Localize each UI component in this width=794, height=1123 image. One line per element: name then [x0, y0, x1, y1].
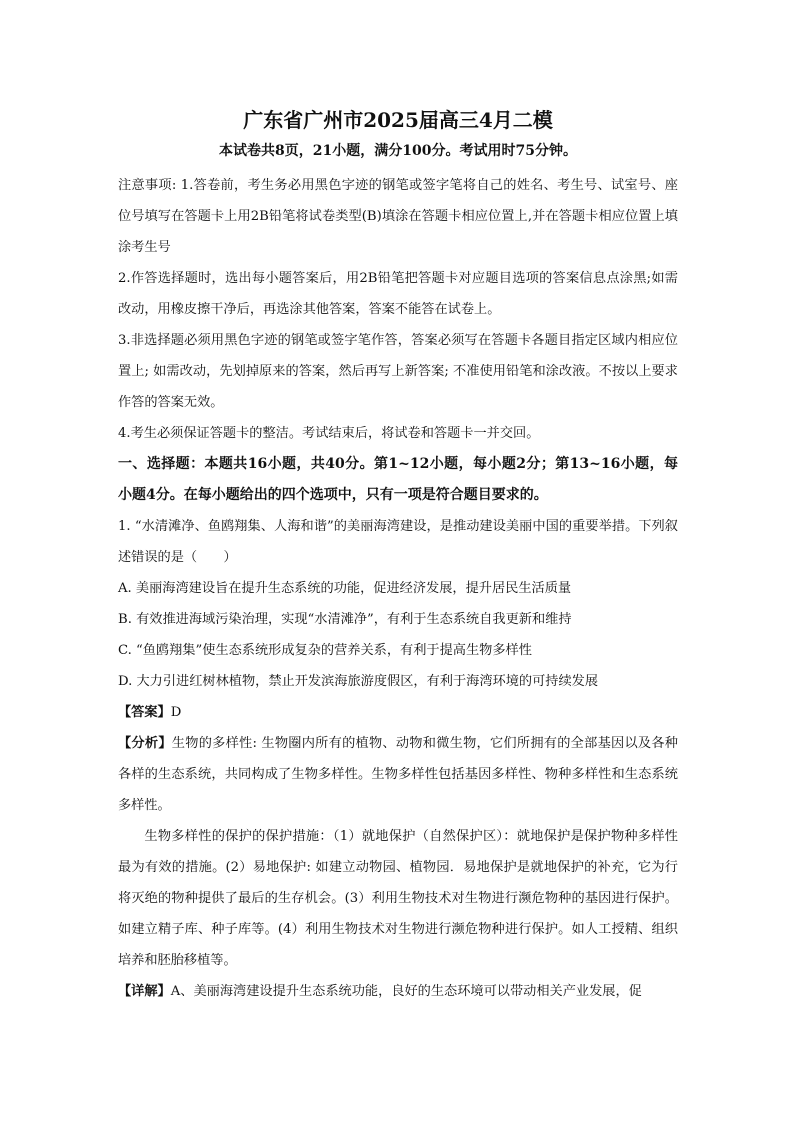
- question-1-option-a: A. 美丽海湾建设旨在提升生态系统的功能，促进经济发展，提升居民生活质量: [118, 581, 572, 596]
- detail-text: A、美丽海湾建设提升生态系统功能，良好的生态环境可以带动相关产业发展，促: [170, 984, 642, 999]
- analysis-tag: 【分析】: [118, 736, 172, 751]
- question-1-option-c: C. “鱼鸥翔集”使生态系统形成复杂的营养关系，有利于提高生物多样性: [118, 643, 532, 658]
- detail-tag: 【详解】: [118, 984, 171, 999]
- detail-paragraph: [118, 976, 678, 1007]
- notes-item-3: 3.非选择题必须用黑色字迹的钢笔或签字笔作答，答案必须写在答题卡各题目指定区域内相应位置上; 如需改动，先划掉原来的答案，然后再写上新答案; 不准使用铅笔和涂改液。不按以上要求作答的答案无效。: [118, 333, 678, 410]
- question-1-option-d: D. 大力引进红树林植物，禁止开发滨海旅游度假区，有利于海湾环境的可持续发展: [118, 674, 599, 689]
- notes-item-2: 2.作答选择题时，选出每小题答案后，用2B铅笔把答题卡对应题目选项的答案信息点涂黑;如需改动，用橡皮擦干净后，再选涂其他答案，答案不能答在试卷上。: [118, 271, 678, 317]
- notes-item-1: 注意事项: 1.答卷前，考生务必用黑色字迹的钢笔或签字笔将自己的姓名、考生号、试室号、座位号填写在答题卡上用2B铅笔将试卷类型(B)填涂在答题卡相应位置上,并在答题卡相应位置上填涂考生号: [118, 178, 678, 255]
- answer-value: D: [170, 705, 182, 720]
- analysis-paragraph-2: 生物多样性的保护的保护措施：（1）就地保护（自然保护区）：就地保护是保护物种多样性最为有效的措施。(2）易地保护: 如建立动物园、植物园．易地保护是就地保护的补充，它为行将灭绝的物种提供了最后的生存机会。(3）利用生物技术对生物进行濒危物种的基因进行保护。如建立精子库、种子库等。(4）利用生物技术对生物进行濒危物种进行保护。如人工授精、组织培养和胚胎移植等。: [118, 829, 678, 968]
- answer-tag: 【答案】: [118, 705, 171, 720]
- question-1-stem: 1. “水清滩净、鱼鸥翔集、人海和谐”的美丽海湾建设，是推动建设美丽中国的重要举措。下列叙述错误的是（ ）: [118, 519, 678, 565]
- document-page: [118, 100, 678, 1007]
- page-subtitle: 本试卷共8页，21小题，满分100分。考试用时75分钟。: [219, 143, 577, 159]
- analysis-paragraph: [118, 728, 678, 821]
- question-1-option-b: B. 有效推进海域污染治理，实现“水清滩净”，有利于生态系统自我更新和维持: [118, 612, 572, 627]
- section-heading: 一、选择题：本题共16小题，共40分。第1~12小题，每小题2分；第13~16小题，每小题4分。在每小题给出的四个选项中，只有一项是符合题目要求的。: [118, 456, 678, 503]
- page-title: 广东省广州市2025届高三4月二模: [243, 108, 553, 132]
- notes-item-4: 4.考生必须保证答题卡的整洁。考试结束后，将试卷和答题卡一并交回。: [118, 426, 540, 441]
- answer-line: [118, 697, 678, 728]
- analysis-text: 生物的多样性: 生物圈内所有的植物、动物和微生物，它们所拥有的全部基因以及各种各样的生态系统，共同构成了生物多样性。生物多样性包括基因多样性、物种多样性和生态系统多样性。: [118, 736, 678, 813]
